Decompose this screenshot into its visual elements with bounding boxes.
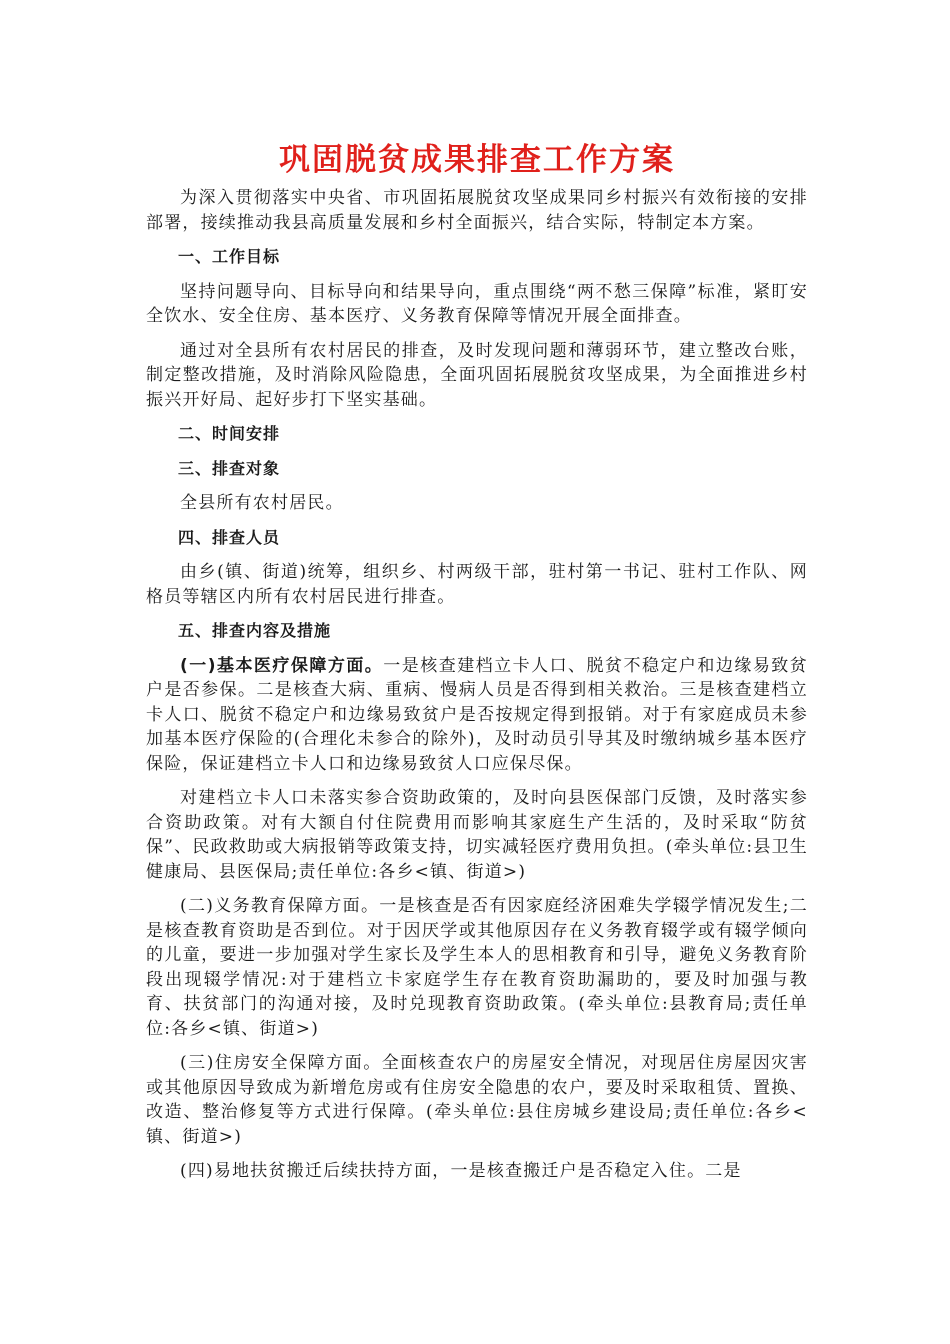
- document-page: [146, 138, 808, 1194]
- document-title: 巩固脱贫成果排查工作方案: [279, 142, 675, 178]
- section-heading-personnel: 四、排查人员: [178, 527, 281, 547]
- section-heading-schedule: 二、时间安排: [178, 424, 281, 443]
- medical-lead: (一)基本医疗保障方面。: [180, 655, 384, 676]
- section-heading-targets: 三、排查对象: [178, 458, 281, 478]
- intro-paragraph: 为深入贯彻落实中央省、市巩固拓展脱贫攻坚成果同乡村振兴有效衔接的安排部署，接续推动我县高质量发展和乡村全面振兴，结合实际，特制定本方案。: [146, 188, 808, 233]
- housing-paragraph: (三)住房安全保障方面。全面核查农户的房屋安全情况，对现居住房屋因灾害或其他原因导致成为新增危房或有住房安全隐患的农户，要及时采取租赁、置换、改造、整治修复等方式进行保障。(牵头单位:县住房城乡建设局;责任单位:各乡<镇、街道>): [146, 1053, 808, 1147]
- goals-paragraph-2: 通过对全县所有农村居民的排查，及时发现问题和薄弱环节，建立整改台账，制定整改措施，及时消除风险隐患，全面巩固拓展脱贫攻坚成果，为全面推进乡村振兴开好局、起好步打下坚实基础。: [146, 340, 808, 410]
- medical-paragraph-cont: 对建档立卡人口未落实参合资助政策的，及时向县医保部门反馈，及时落实参合资助政策。对有大额自付住院费用而影响其家庭生产生活的，及时采取“防贫保”、民政救助或大病报销等政策支持，切实减轻医疗费用负担。(牵头单位:县卫生健康局、县医保局;责任单位:各乡<镇、街道>): [146, 788, 808, 882]
- relocation-paragraph: (四)易地扶贫搬迁后续扶持方面，一是核查搬迁户是否稳定入住。二是: [180, 1161, 742, 1181]
- personnel-paragraph: 由乡(镇、街道)统筹，组织乡、村两级干部，驻村第一书记、驻村工作队、网格员等辖区内所有农村居民进行排查。: [146, 562, 808, 607]
- section-heading-measures: 五、排查内容及措施: [178, 621, 332, 640]
- medical-text: 一是核查建档立卡人口、脱贫不稳定户和边缘易致贫户是否参保。二是核查大病、重病、慢病人员是否得到相关救治。三是核查建档立卡人口、脱贫不稳定户和边缘易致贫户是否按规定得到报销。对于有家庭成员未参加基本医疗保险的(合理化未参合的除外)，及时动员引导其及时缴纳城乡基本医疗保险，保证建档立卡人口和边缘易致贫人口应保尽保。: [146, 655, 808, 774]
- section-heading-goals: 一、工作目标: [178, 247, 281, 266]
- goals-paragraph-1: 坚持问题导向、目标导向和结果导向，重点围绕“两不愁三保障”标准，紧盯安全饮水、安全住房、基本医疗、义务教育保障等情况开展全面排查。: [146, 281, 808, 326]
- medical-paragraph: [146, 654, 808, 777]
- education-paragraph: (二)义务教育保障方面。一是核查是否有因家庭经济困难失学辍学情况发生;二是核查教育资助是否到位。对于因厌学或其他原因存在义务教育辍学或有辍学倾向的儿童，要进一步加强对学生家长及学生本人的思相教育和引导，避免义务教育阶段出现辍学情况:对于建档立卡家庭学生存在教育资助漏助的，要及时加强与教育、扶贫部门的沟通对接，及时兑现教育资助政策。(牵头单位:县教育局;责任单位:各乡<镇、街道>): [146, 896, 808, 1039]
- targets-paragraph: 全县所有农村居民。: [180, 493, 344, 513]
